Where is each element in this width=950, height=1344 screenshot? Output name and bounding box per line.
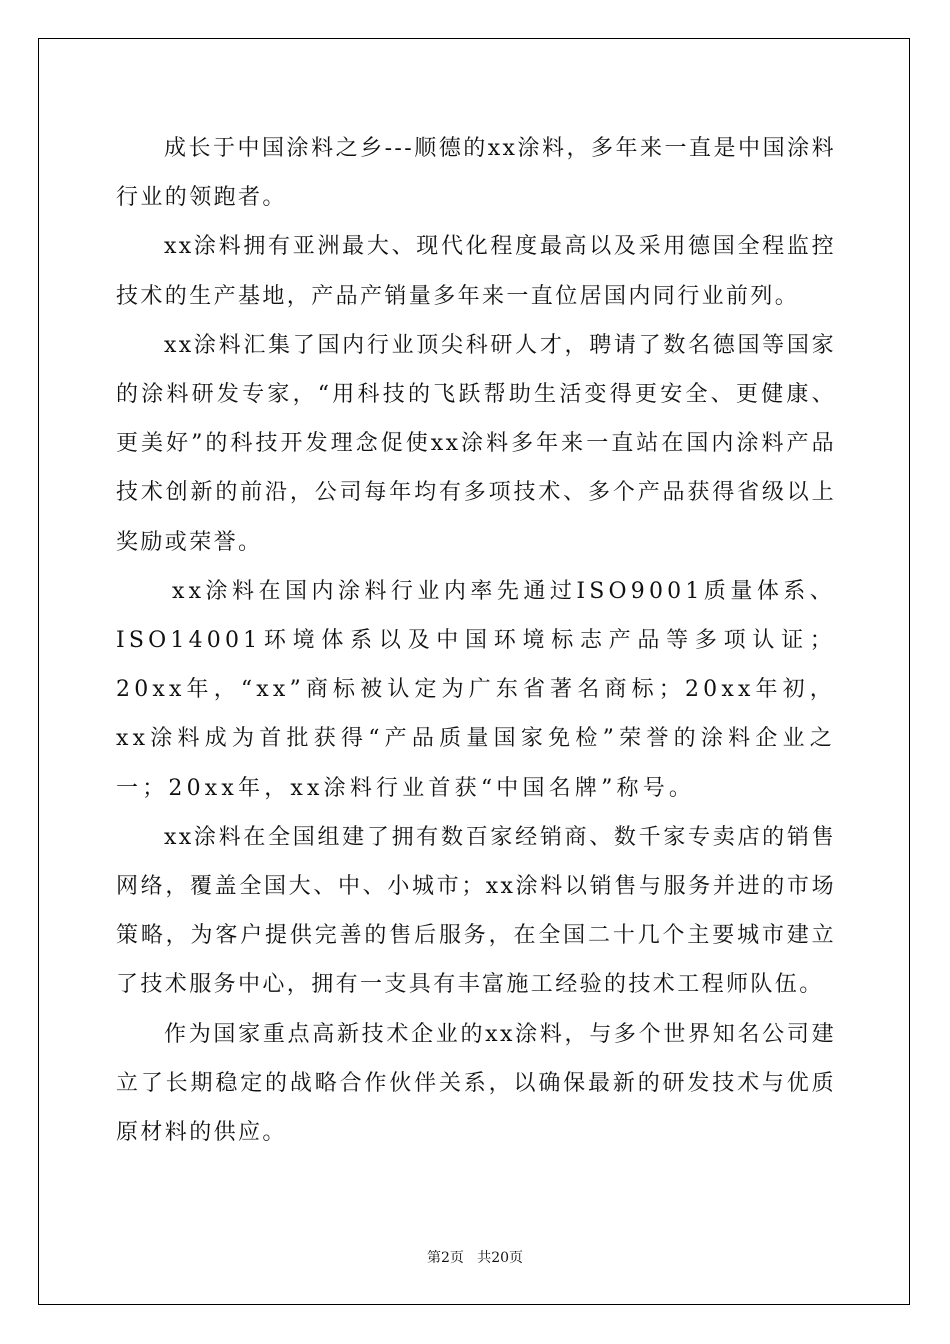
paragraph: 成长于中国涂料之乡---顺德的xx涂料，多年来一直是中国涂料行业的领跑者。 xyxy=(116,136,836,211)
paragraph: xx涂料汇集了国内行业顶尖科研人才，聘请了数名德国等国家的涂料研发专家，“用科技的飞跃帮助生活变得更安全、更健康、更美好”的科技开发理念促使xx涂料多年来一直站在国内涂料产品技术创新的前沿，公司每年均有多项技术、多个产品获得省级以上奖励或荣誉。 xyxy=(116,332,836,555)
paragraph: 作为国家重点高新技术企业的xx涂料，与多个世界知名公司建立了长期稳定的战略合作伙伴关系，以确保最新的研发技术与优质原材料的供应。 xyxy=(116,1021,836,1146)
paragraph: xx涂料在全国组建了拥有数百家经销商、数千家专卖店的销售网络，覆盖全国大、中、小城市；xx涂料以销售与服务并进的市场策略，为客户提供完善的售后服务，在全国二十几个主要城市建立了技术服务中心，拥有一支具有丰富施工经验的技术工程师队伍。 xyxy=(116,824,836,998)
page-footer: 第2页 共20页 xyxy=(426,1250,524,1266)
paragraph: xx涂料在国内涂料行业内率先通过ISO9001质量体系、ISO14001环境体系以及中国环境标志产品等多项认证；20xx年，“xx”商标被认定为广东省著名商标；20xx年初，xx涂料成为首批获得“产品质量国家免检”荣誉的涂料企业之一；20xx年，xx涂料行业首获“中国名牌”称号。 xyxy=(116,578,836,801)
paragraph: xx涂料拥有亚洲最大、现代化程度最高以及采用德国全程监控技术的生产基地，产品产销量多年来一直位居国内同行业前列。 xyxy=(116,234,836,309)
document-body xyxy=(116,124,836,1157)
